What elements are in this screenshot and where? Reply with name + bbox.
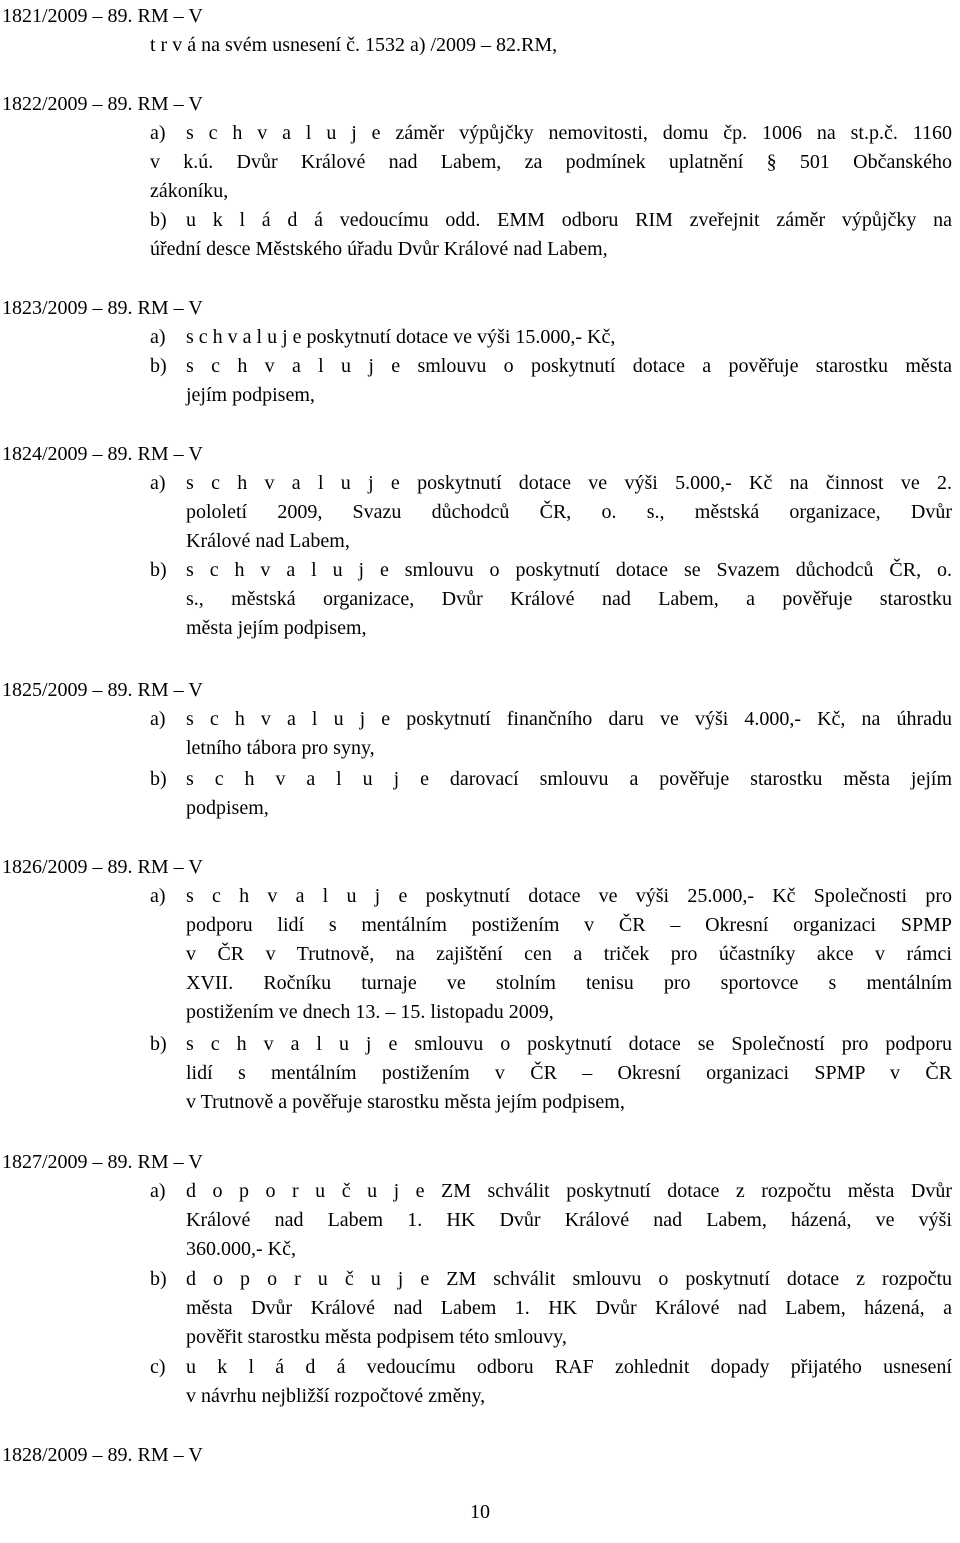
resolution-line: d o p o r u č u j e ZM schválit poskytnutí dotace z rozpočtu města Dvůr [186,1180,952,1202]
item-label: a) [150,472,166,494]
resolution-line: v ČR v Trutnově, na zajištění cen a triček pro účastníky akce v rámci [186,943,952,965]
resolution-line: v k.ú. Dvůr Králové nad Labem, za podmínek uplatnění § 501 Občanského [150,151,952,173]
resolution-line: d o p o r u č u j e ZM schválit smlouvu o poskytnutí dotace z rozpočtu [186,1268,952,1290]
resolution-line: XVII. Ročníku turnaje ve stolním tenisu pro sportovce s mentálním [186,972,952,994]
resolution-header: 1826/2009 – 89. RM – V [2,856,203,878]
item-label: a) [150,122,166,144]
page-number: 10 [470,1501,490,1523]
resolution-line: s c h v a l u j e poskytnutí dotace ve výši 5.000,- Kč na činnost ve 2. [186,472,952,494]
resolution-line: lidí s mentálním postižením v ČR – Okresní organizaci SPMP v ČR [186,1062,952,1084]
resolution-line: letního tábora pro syny, [186,737,375,759]
resolution-line: v Trutnově a pověřuje starostku města jejím podpisem, [186,1091,625,1113]
resolution-line: s c h v a l u j e poskytnutí finančního daru ve výši 4.000,- Kč, na úhradu [186,708,952,730]
item-label: c) [150,1356,166,1378]
resolution-line: 360.000,- Kč, [186,1238,296,1260]
resolution-header: 1822/2009 – 89. RM – V [2,93,203,115]
resolution-line: s c h v a l u j e darovací smlouvu a pověřuje starostku města jejím [186,768,952,790]
resolution-line: Králové nad Labem 1. HK Dvůr Králové nad Labem, házená, ve výši [186,1209,952,1231]
item-label: b) [150,1268,167,1290]
item-label: a) [150,885,166,907]
resolution-line: s c h v a l u j e smlouvu o poskytnutí dotace se Společností pro podporu [186,1033,952,1055]
item-label: a) [150,326,166,348]
resolution-header: 1821/2009 – 89. RM – V [2,5,203,27]
resolution-line: města Dvůr Králové nad Labem 1. HK Dvůr Králové nad Labem, házená, a [186,1297,952,1319]
item-label: b) [150,209,167,231]
item-label: b) [150,355,167,377]
resolution-line: jejím podpisem, [186,384,315,406]
item-label: a) [150,708,166,730]
resolution-line: u k l á d á vedoucímu odd. EMM odboru RIM zveřejnit záměr výpůjčky na [186,209,952,231]
resolution-line: s c h v a l u j e smlouvu o poskytnutí dotace a pověřuje starostku města [186,355,952,377]
resolution-line: s., městská organizace, Dvůr Králové nad Labem, a pověřuje starostku [186,588,952,610]
resolution-line: u k l á d á vedoucímu odboru RAF zohlednit dopady přijatého usnesení [186,1356,952,1378]
resolution-line: úřední desce Městského úřadu Dvůr Králové nad Labem, [150,238,608,260]
resolution-line: s c h v a l u j e smlouvu o poskytnutí dotace se Svazem důchodců ČR, o. [186,559,952,581]
resolution-line: postižením ve dnech 13. – 15. listopadu 2009, [186,1001,554,1023]
resolution-header: 1825/2009 – 89. RM – V [2,679,203,701]
item-label: b) [150,559,167,581]
resolution-line: podporu lidí s mentálním postižením v ČR – Okresní organizaci SPMP [186,914,952,936]
resolution-line: města jejím podpisem, [186,617,367,639]
item-label: b) [150,768,167,790]
resolution-header: 1828/2009 – 89. RM – V [2,1444,203,1466]
resolution-line: pololetí 2009, Svazu důchodců ČR, o. s., městská organizace, Dvůr [186,501,952,523]
resolution-line: v návrhu nejbližší rozpočtové změny, [186,1385,486,1407]
resolution-line: pověřit starostku města podpisem této smlouvy, [186,1326,567,1348]
resolution-line: Králové nad Labem, [186,530,350,552]
resolution-line: s c h v a l u j e poskytnutí dotace ve výši 25.000,- Kč Společnosti pro [186,885,952,907]
resolution-header: 1827/2009 – 89. RM – V [2,1151,203,1173]
resolution-line: s c h v a l u j e záměr výpůjčky nemovitosti, domu čp. 1006 na st.p.č. 1160 [186,122,952,144]
resolution-line: podpisem, [186,797,269,819]
resolution-line: t r v á na svém usnesení č. 1532 a) /2009 – 82.RM, [150,34,558,56]
item-label: b) [150,1033,167,1055]
resolution-header: 1824/2009 – 89. RM – V [2,443,203,465]
resolution-line: s c h v a l u j e poskytnutí dotace ve výši 15.000,- Kč, [186,326,616,348]
resolution-header: 1823/2009 – 89. RM – V [2,297,203,319]
resolution-line: zákoníku, [150,180,229,202]
item-label: a) [150,1180,166,1202]
